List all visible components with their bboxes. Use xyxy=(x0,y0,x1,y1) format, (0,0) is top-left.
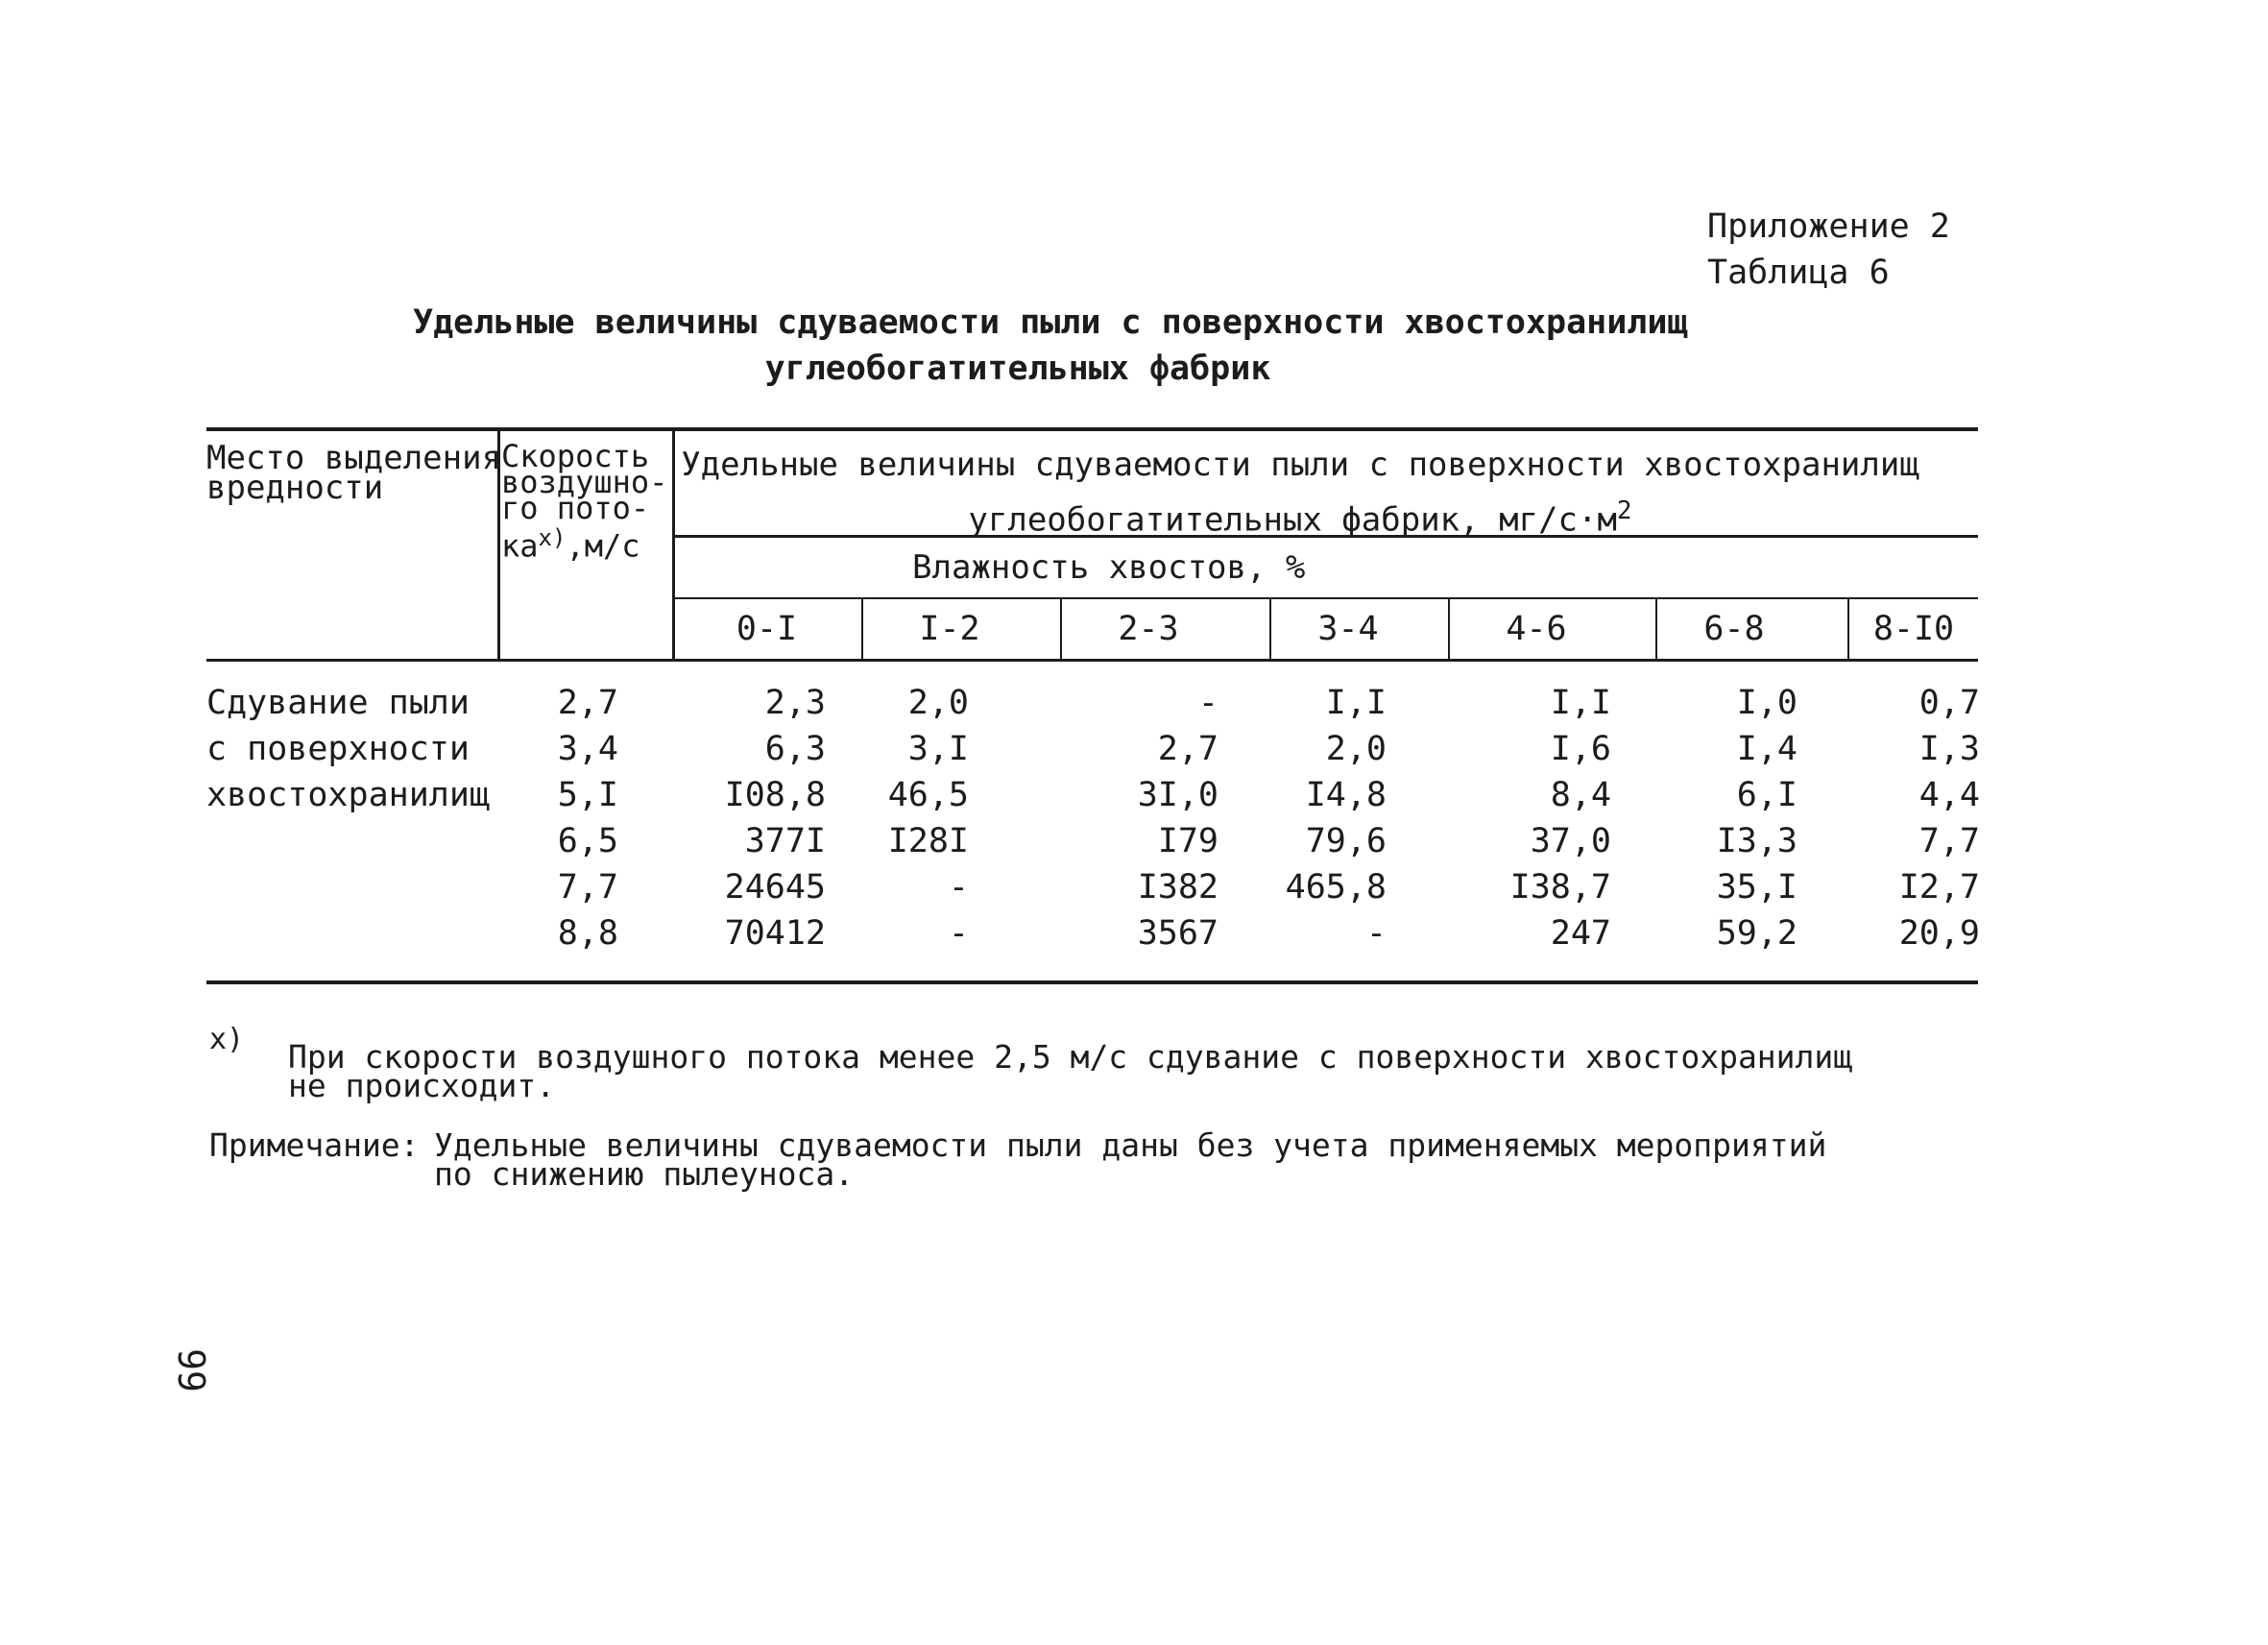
col-header-speed-line1: Скорость xyxy=(501,438,650,474)
main-header-line2: углеобогатительных фабрик, $мг/с\cdot м^2$ xyxy=(968,496,1632,540)
data-cell: 0,7 xyxy=(1918,684,1980,722)
col-header-speed-line4: $ка^{x)},м/с$ xyxy=(501,524,640,565)
data-cell: I2,7 xyxy=(1898,868,1980,907)
speed-value: 6,5 xyxy=(557,822,618,860)
data-cell: 8,4 xyxy=(1550,776,1611,814)
range-6-8: 6-8 xyxy=(1703,610,1765,648)
data-cell: - xyxy=(1365,914,1387,953)
data-cell: - xyxy=(1197,684,1218,722)
col-header-location-line1: Место выделения xyxy=(206,439,502,477)
data-cell: - xyxy=(948,868,969,907)
data-cell: 2,0 xyxy=(907,684,969,722)
data-cell: 2,0 xyxy=(1325,730,1387,768)
data-col-2-3 xyxy=(1062,680,1218,956)
data-cell: I,3 xyxy=(1918,730,1980,768)
data-cell: 2,7 xyxy=(1157,730,1218,768)
moisture-header: Влажность хвостов, % xyxy=(912,548,1306,587)
note xyxy=(209,1126,420,1164)
data-cell: - xyxy=(948,914,969,953)
main-header-line1: Удельные величины сдуваемости пыли с поверхности хвостохранилищ xyxy=(681,446,1919,484)
row-label-line2: с поверхности xyxy=(206,730,470,768)
data-cell: I,4 xyxy=(1736,730,1798,768)
document-title xyxy=(413,300,1688,392)
note-text xyxy=(434,1126,1827,1193)
data-cell: I,6 xyxy=(1550,730,1611,768)
table-bottom-rule xyxy=(206,980,1978,984)
footnote-line2: не происходит. xyxy=(288,1067,556,1104)
range-8-10: 8-I0 xyxy=(1872,610,1955,648)
data-col-6-8 xyxy=(1657,680,1798,956)
range-1-2: I-2 xyxy=(919,610,980,648)
unit-superscript: 2 xyxy=(1616,496,1632,525)
footnote xyxy=(209,1023,245,1056)
header-range-rule xyxy=(672,597,1978,599)
footnote-text xyxy=(288,1038,1853,1104)
row-label-line3: хвостохранилищ xyxy=(206,776,491,814)
data-cell: 3567 xyxy=(1137,914,1218,953)
data-cell: 377I xyxy=(744,822,826,860)
header-bottom-rule xyxy=(206,659,1978,662)
page-number: 99 xyxy=(169,1348,212,1392)
data-cell: I08,8 xyxy=(724,776,826,814)
row-label xyxy=(206,680,490,818)
data-col-1-2 xyxy=(863,680,969,956)
data-cell: 6,I xyxy=(1736,776,1798,814)
speed-value: 2,7 xyxy=(557,684,618,722)
data-cell: 35,I xyxy=(1716,868,1798,907)
note-line1: Удельные величины сдуваемости пыли даны без учета применяемых мероприятий xyxy=(434,1126,1827,1164)
data-col-4-6 xyxy=(1450,680,1611,956)
data-cell: 79,6 xyxy=(1305,822,1387,860)
col-header-speed xyxy=(501,438,668,565)
data-cell: 3I,0 xyxy=(1137,776,1218,814)
data-cell: I28I xyxy=(887,822,969,860)
data-col-3-4 xyxy=(1271,680,1387,956)
footnote-ref: x) xyxy=(538,524,567,551)
table-number: Таблица 6 xyxy=(1707,254,1890,292)
data-col-0-1 xyxy=(672,680,826,956)
title-line-2: углеобогатительных фабрик xyxy=(764,350,1271,388)
data-cell: 7,7 xyxy=(1918,822,1980,860)
col-header-speed-line2: воздушно- xyxy=(501,464,668,500)
data-cell: 20,9 xyxy=(1898,914,1980,953)
row-label-line1: Сдувание пыли xyxy=(206,684,470,722)
range-0-1: 0-I xyxy=(736,610,798,648)
col-header-location-line2: вредности xyxy=(206,469,384,507)
data-cell: I3,3 xyxy=(1716,822,1798,860)
speed-value: 5,I xyxy=(557,776,618,814)
data-cell: I,0 xyxy=(1736,684,1798,722)
footnote-mark: x) xyxy=(209,1023,245,1056)
speed-value: 7,7 xyxy=(557,868,618,907)
col-header-location xyxy=(206,439,502,507)
range-3-4: 3-4 xyxy=(1317,610,1379,648)
data-cell: 37,0 xyxy=(1530,822,1611,860)
data-cell: I,I xyxy=(1550,684,1611,722)
col-header-speed-line3: го пото- xyxy=(501,490,650,526)
appendix-number: Приложение 2 xyxy=(1707,207,1950,246)
data-cell: 3,I xyxy=(907,730,969,768)
speed-value: 8,8 xyxy=(557,914,618,953)
data-cell: I38,7 xyxy=(1509,868,1611,907)
data-cell: 70412 xyxy=(724,914,826,953)
speed-column xyxy=(538,680,618,956)
table-top-rule xyxy=(206,427,1978,431)
note-label: Примечание: xyxy=(209,1126,420,1164)
data-cell: I79 xyxy=(1157,822,1218,860)
note-line2: по снижению пылеуноса. xyxy=(434,1155,855,1193)
range-4-6: 4-6 xyxy=(1506,610,1567,648)
data-cell: 4,4 xyxy=(1918,776,1980,814)
speed-value: 3,4 xyxy=(557,730,618,768)
data-cell: 247 xyxy=(1550,914,1611,953)
data-cell: 46,5 xyxy=(887,776,969,814)
data-cell: I,I xyxy=(1325,684,1387,722)
range-2-3: 2-3 xyxy=(1118,610,1179,648)
main-header xyxy=(676,442,1924,543)
data-cell: 465,8 xyxy=(1285,868,1387,907)
data-cell: I382 xyxy=(1137,868,1218,907)
data-col-8-10 xyxy=(1849,680,1980,956)
data-cell: 24645 xyxy=(724,868,826,907)
title-line-1: Удельные величины сдуваемости пыли с поверхности хвостохранилищ xyxy=(413,303,1688,342)
appendix-label xyxy=(1707,204,1950,296)
footnote-line1: При скорости воздушного потока менее 2,5 м/с сдувание с поверхности хвостохранилищ xyxy=(288,1038,1853,1076)
data-cell: 2,3 xyxy=(764,684,826,722)
data-cell: I4,8 xyxy=(1305,776,1387,814)
data-cell: 59,2 xyxy=(1716,914,1798,953)
data-cell: 6,3 xyxy=(764,730,826,768)
